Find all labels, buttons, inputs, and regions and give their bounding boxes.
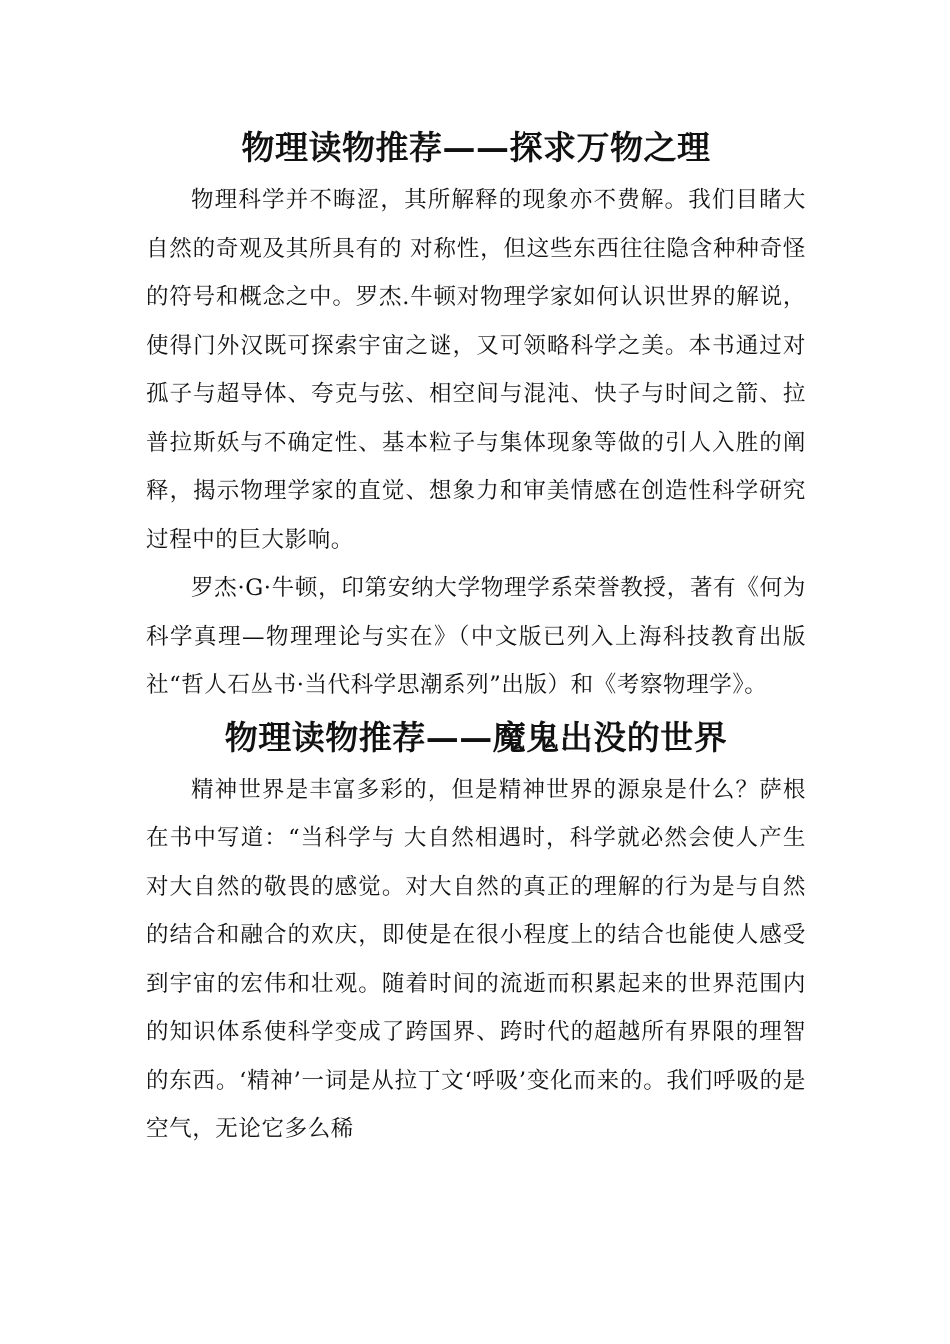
paragraph-spirit-of-science: 精神世界是丰富多彩的，但是精神世界的源泉是什么？萨根在书中写道：“当科学与 大自然相遇时，科学就必然会使人产生对大自然的敬畏的感觉。对大自然的真正的理解的行为是与自然的结合和融合的欢庆，即使是在很小程度上的结合也能使人感受到宇宙的宏伟和壮观。随着时间的流逝而积累起来的世界范围内的知识体系使科学变成了跨国界、跨时代的超越所有界限的理智的东西。‘精神’一词是从拉丁文‘呼吸’变化而来的。我们呼吸的是空气，无论它多么稀	[146, 776, 806, 1142]
section-title-theory-of-everything: 物理读物推荐——探求万物之理	[241, 128, 711, 167]
paragraph-author-bio: 罗杰·G·牛顿，印第安纳大学物理学系荣誉教授，著有《何为科学真理—物理理论与实在》（中文版已列入上海科技教育出版社“哲人石丛书·当代科学思潮系列”出版）和《考察物理学》。	[146, 575, 806, 698]
paragraph-book-description: 物理科学并不晦涩，其所解释的现象亦不费解。我们目睹大自然的奇观及其所具有的 对称性，但这些东西往往隐含种种奇怪的符号和概念之中。罗杰.牛顿对物理学家如何认识世界的解说，使得门外汉既可探索宇宙之谜，又可领略科学之美。本书通过对孤子与超导体、夸克与弦、相空间与混沌、快子与时间之箭、拉普拉斯妖与不确定性、基本粒子与集体现象等做的引人入胜的阐释，揭示物理学家的直觉、想象力和审美情感在创造性科学研究过程中的巨大影响。	[146, 187, 806, 553]
document-page	[146, 120, 806, 1154]
section-title-demon-haunted-world: 物理读物推荐——魔鬼出没的世界	[224, 717, 728, 757]
